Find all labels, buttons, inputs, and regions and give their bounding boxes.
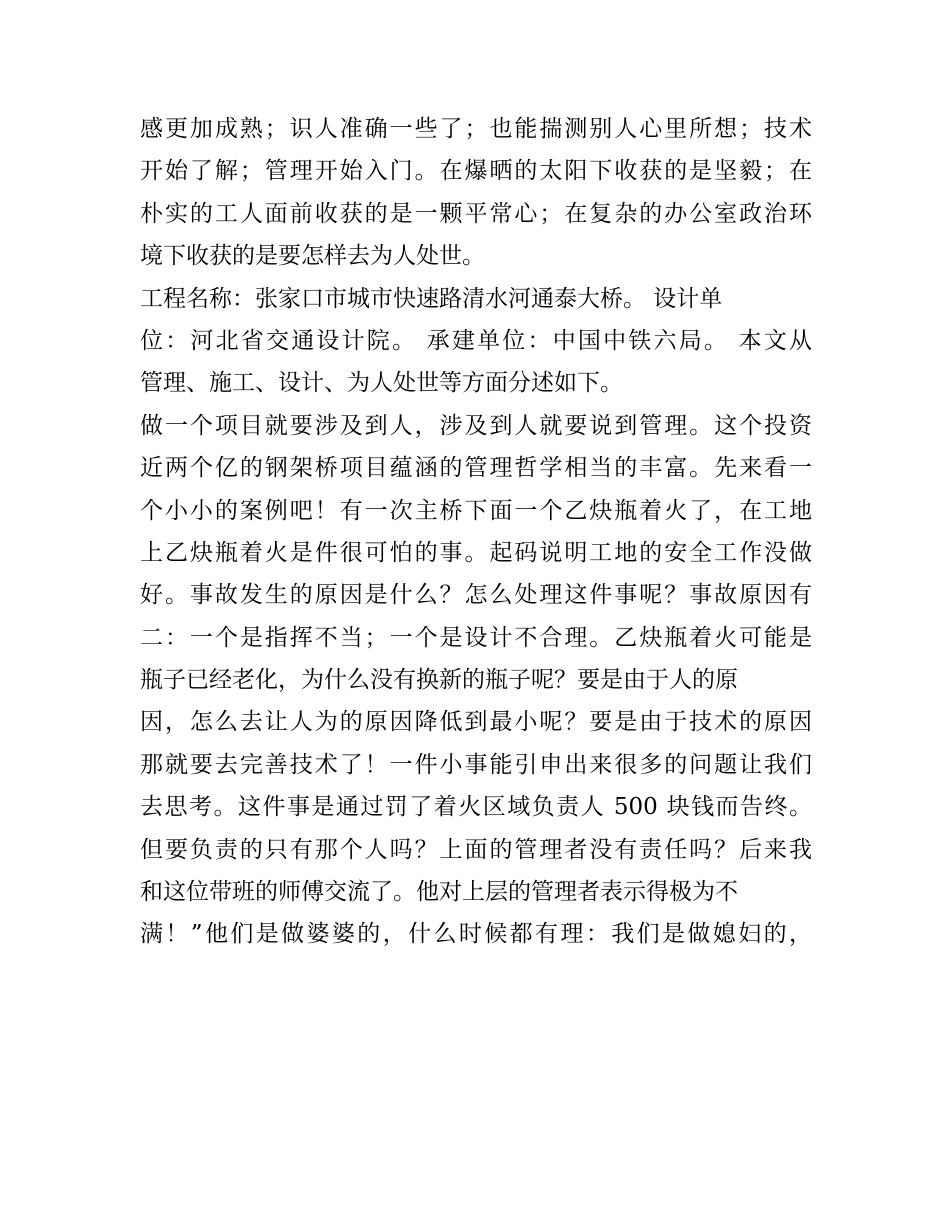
text-line: 满！”他们是做婆婆的，什么时候都有理：我们是做媳妇的， [140, 921, 812, 948]
paragraph [140, 278, 812, 405]
text-line: 和这位带班的师傅交流了。他对上层的管理者表示得极为不 [140, 879, 738, 906]
text-line: 那就要去完善技术了！一件小事能引申出来很多的问题让我们 [140, 751, 812, 778]
text-line: 好。事故发生的原因是什么？怎么处理这件事呢？事故原因有 [140, 582, 812, 609]
text-line: 近两个亿的钢架桥项目蕴涵的管理哲学相当的丰富。先来看一 [140, 455, 812, 482]
text-line: 但要负责的只有那个人吗？上面的管理者没有责任吗？后来我 [140, 836, 812, 863]
text-line: 瓶子已经老化，为什么没有换新的瓶子呢？要是由于人的原 [140, 667, 738, 694]
text-line: 朴实的工人面前收获的是一颗平常心；在复杂的办公室政治环 [140, 200, 812, 227]
text-line: 做一个项目就要涉及到人，涉及到人就要说到管理。这个投资 [140, 412, 812, 439]
text-line: 境下收获的是要怎样去为人处世。 [140, 243, 485, 270]
text-line: 工程名称：张家口市城市快速路清水河通泰大桥。 设计单 [140, 285, 723, 312]
paragraph [140, 108, 812, 278]
text-line: 上乙炔瓶着火是件很可怕的事。起码说明工地的安全工作没做 [140, 539, 812, 566]
text-line: 感更加成熟；识人准确一些了；也能揣测别人心里所想；技术 [140, 116, 812, 142]
text-line: 位：河北省交通设计院。 承建单位：中国中铁六局。 本文从 [140, 327, 812, 354]
text-line: 开始了解；管理开始入门。在爆晒的太阳下收获的是坚毅；在 [140, 158, 812, 185]
text-line: 二：一个是指挥不当；一个是设计不合理。乙炔瓶着火可能是 [140, 624, 812, 651]
text-line: 管理、施工、设计、为人处世等方面分述如下。 [140, 370, 623, 397]
text-line: 个小小的案例吧！有一次主桥下面一个乙炔瓶着火了，在工地 [140, 497, 812, 524]
paragraph [140, 405, 812, 956]
text-line: 因，怎么去让人为的原因降低到最小呢？要是由于技术的原因 [140, 709, 812, 736]
text-line: 去思考。这件事是通过罚了着火区域负责人 500 块钱而告终。 [140, 794, 812, 821]
document-body [140, 108, 812, 956]
